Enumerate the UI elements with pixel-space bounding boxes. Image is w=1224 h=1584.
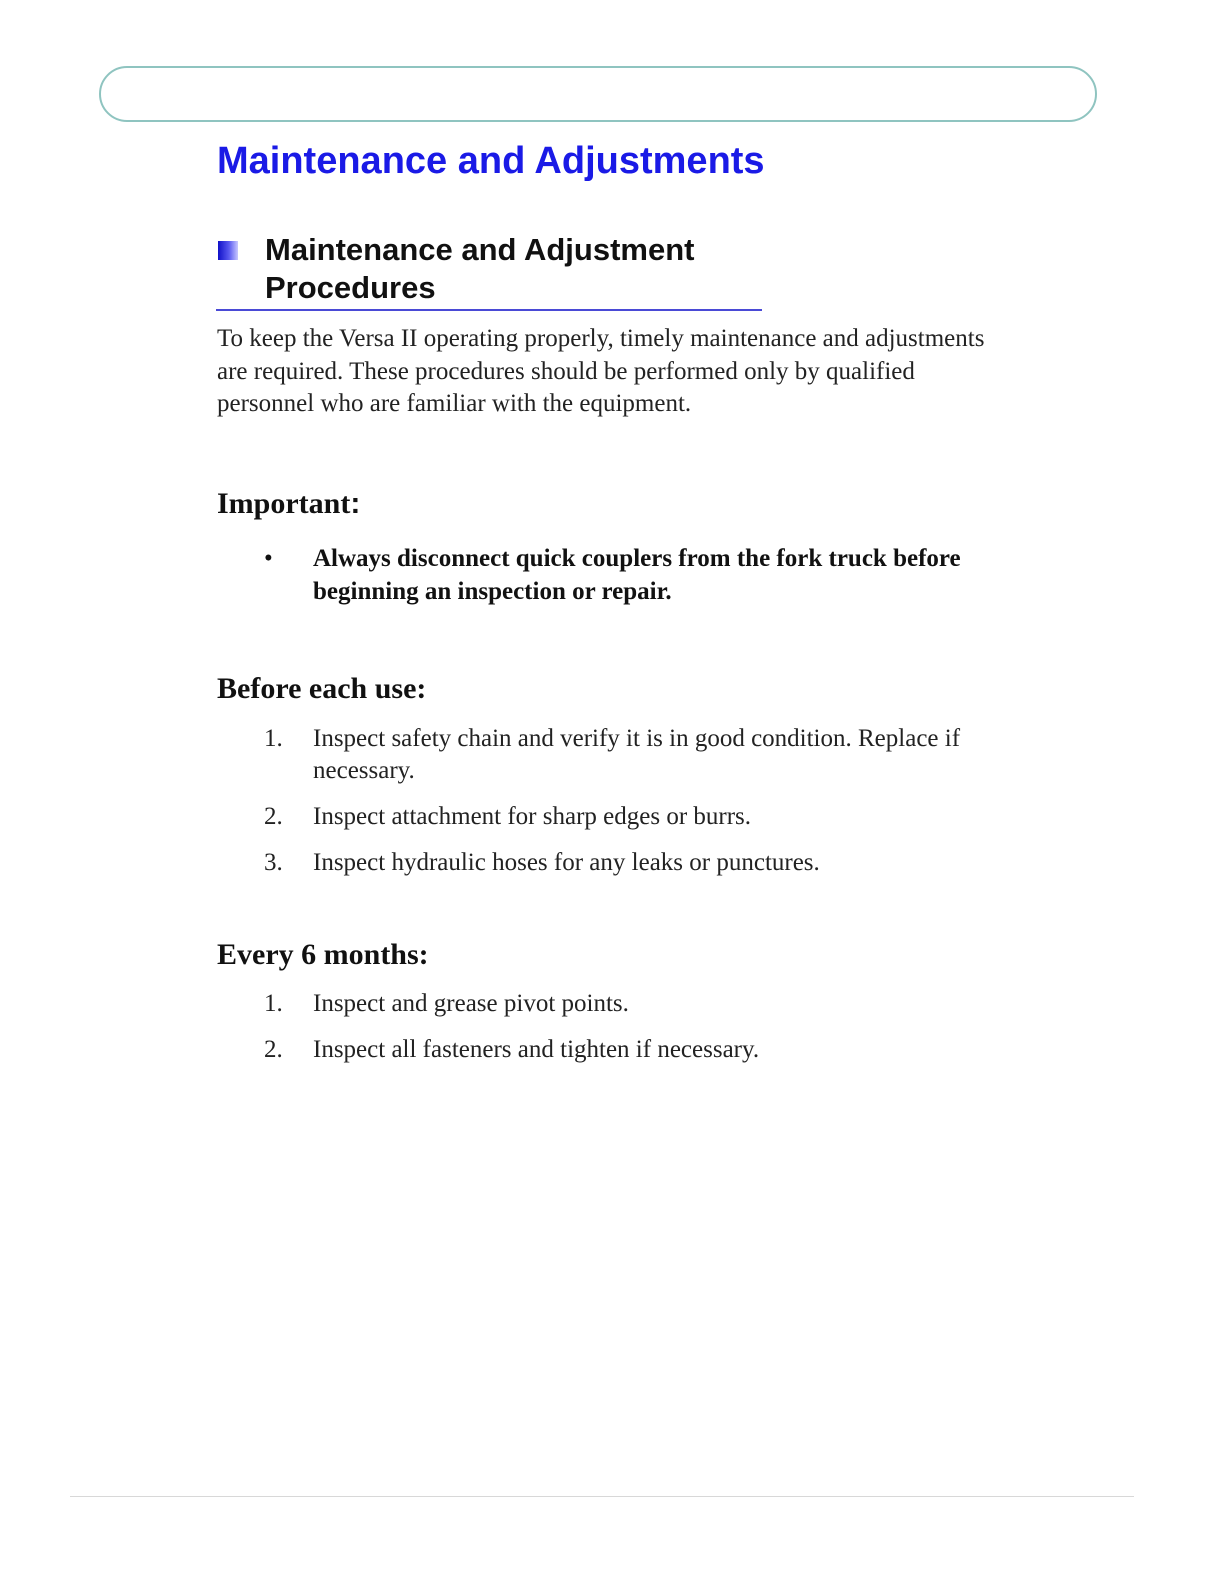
section-heading — [216, 231, 762, 311]
footer-divider — [70, 1496, 1134, 1497]
every-6-months-list — [262, 988, 1002, 1080]
heading-bullet-icon — [218, 241, 238, 260]
bullet-dot-icon: • — [264, 545, 273, 572]
page-title: Maintenance and Adjustments — [217, 140, 765, 182]
list-item-text: Inspect attachment for sharp edges or burrs. — [313, 803, 752, 830]
before-each-use-list — [262, 723, 1002, 893]
list-item-number: 2. — [264, 1036, 283, 1063]
list-item-text: Inspect safety chain and verify it is in good condition. Replace if necessary. — [313, 725, 961, 784]
header-frame — [99, 66, 1097, 122]
list-item-number: 1. — [264, 725, 283, 752]
before-each-use-heading: Before each use: — [217, 672, 427, 705]
list-item-number: 1. — [264, 990, 283, 1017]
important-bullet-text: Always disconnect quick couplers from the fork truck before beginning an inspection or repair. — [313, 545, 961, 605]
section-heading-text: Maintenance and Adjustment Procedures — [265, 232, 695, 305]
list-item-text: Inspect and grease pivot points. — [313, 990, 629, 1017]
list-item-number: 2. — [264, 803, 283, 830]
important-heading-colon: : — [350, 487, 361, 520]
list-item — [262, 988, 1002, 1020]
list-item — [262, 801, 1002, 833]
list-item — [262, 723, 1002, 787]
list-item — [262, 847, 1002, 879]
every-6-months-heading: Every 6 months: — [217, 938, 429, 971]
list-item-text: Inspect hydraulic hoses for any leaks or punctures. — [313, 849, 820, 876]
list-item — [262, 1034, 1002, 1066]
important-heading-text: Important — [217, 487, 351, 520]
list-item-number: 3. — [264, 849, 283, 876]
list-item-text: Inspect all fasteners and tighten if necessary. — [313, 1036, 760, 1063]
important-heading — [217, 487, 360, 521]
intro-paragraph: To keep the Versa II operating properly, timely maintenance and adjustments are required. These procedures should be performed only by qualified personnel who are familiar with the equipment. — [217, 325, 985, 417]
